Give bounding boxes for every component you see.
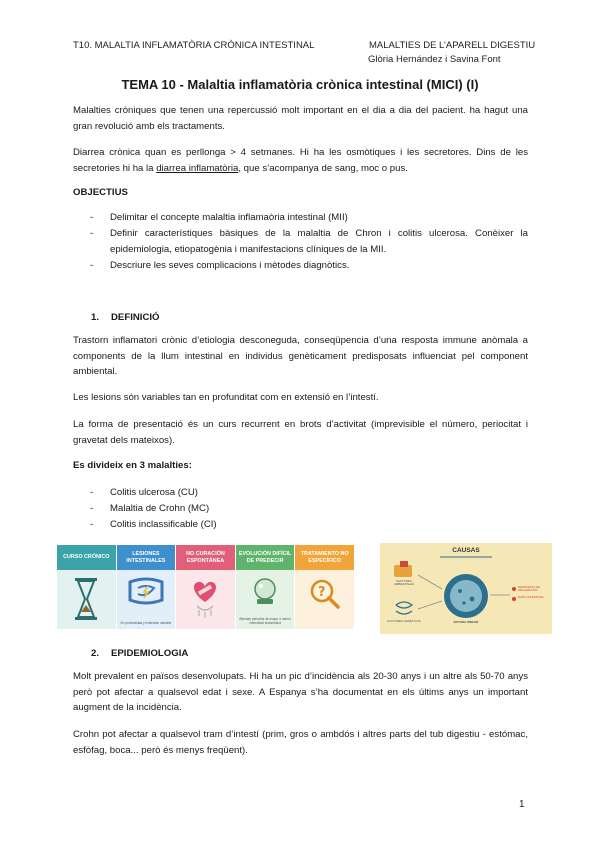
tile-tratamiento (295, 545, 355, 629)
tile-illustration (295, 570, 354, 629)
bullet-dash: - (90, 519, 94, 530)
tile-curso-cronico (57, 545, 117, 629)
epidemiology-paragraph-2: Crohn pot afectar a qualsevol tram d’intestí (prim, gros o ambdós i altres parts del tub digestiu - estómac, esfòfag, boca... però és menys freqüent). (73, 729, 528, 756)
tile-illustration (176, 570, 235, 629)
sistema-inmune-label: SISTEMA INMUNE (453, 620, 479, 624)
intro-text-a: Diarrea crònica quan es perllonga > 4 setmanes. Hi ha les osmòtiques i les secretores. Dins de les secretories hi ha la (73, 147, 528, 174)
definition-paragraph-2: Les lesions són variables tan en profunditat com en extensió en l’intestí. (73, 392, 379, 403)
characteristics-infographic (57, 545, 355, 629)
intro-paragraph-1: Malalties cròniques que tenen una repercussió molt important en el dia a dia del pacient. ha hagut una gran revolució amb els tractaments. (73, 105, 528, 132)
factor-geneticos-label: FACTORES GENÉTICOS (387, 619, 421, 623)
tile-label: EVOLUCIÓN DIFÍCIL DE PREDECIR (236, 545, 295, 570)
tile-caption: Alternan periodos de mayor o menor intensidad sintomática (239, 617, 291, 626)
section-1-heading (73, 312, 160, 323)
bullet-dash: - (90, 503, 94, 514)
bullet-dash: - (90, 228, 94, 239)
disease-text: Malaltia de Crohn (MC) (110, 503, 210, 514)
section-number: 2. (91, 648, 100, 659)
bullet-dash: - (90, 260, 94, 271)
causes-title: CAUSAS (452, 547, 480, 554)
objective-item (90, 210, 528, 226)
tile-label: TRATAMIENTO NO ESPECÍFICO (295, 545, 354, 570)
bullet-dash: - (90, 487, 94, 498)
tile-illustration (57, 570, 116, 629)
objective-item (90, 226, 528, 257)
bullet-dash: - (90, 212, 94, 223)
objective-text: Definir característiques bàsiques de la malaltia de Chron i colitis ulcerosa. Conèixer la epidemiologia, etiopatogènia i manifestacions clíniques de la MII. (110, 228, 528, 255)
header-left: T10. MALALTIA INFLAMATÒRIA CRÒNICA INTESTINAL (73, 40, 315, 51)
epidemiology-paragraph-1: Molt prevalent en països desenvolupats. Hi ha un pic d’incidència als 20-30 anys i un altre als 50-70 anys però pot afectar a qualsevol edat i sexe. A Espanya s’ha documentat en els últims anys un important augment de la incidència. (73, 671, 528, 714)
bandaged-heart-icon (185, 576, 225, 620)
objective-item (90, 258, 528, 274)
tile-label: LESIONES INTESTINALES (117, 545, 176, 570)
diarrea-inflamatoria-link: diarrea inflamatòria (156, 162, 239, 174)
intestine-icon (126, 576, 166, 606)
tile-lesiones (117, 545, 177, 629)
objectius-heading: OBJECTIUS (73, 187, 128, 198)
factor-ambientales-label: FACTORES AMBIENTALES (393, 579, 415, 587)
svg-text:?: ? (317, 585, 326, 600)
disease-item (90, 517, 528, 533)
causes-infographic (380, 543, 552, 634)
header-authors: Glòria Hernández i Savina Font (368, 54, 501, 65)
disease-text: Colitis ulcerosa (CU) (110, 487, 198, 498)
section-title: DEFINICIÓ (111, 312, 160, 323)
tile-illustration (117, 570, 176, 629)
tile-no-curacion (176, 545, 236, 629)
tile-evolucion (236, 545, 296, 629)
section-2-heading (73, 648, 188, 659)
page-number: 1 (519, 799, 525, 810)
definition-paragraph-4: Es divideix en 3 malalties: (73, 460, 192, 471)
question-magnifier-icon (305, 576, 345, 612)
objective-text: Descriure les seves complicacions i mètodes diagnòtics. (110, 260, 350, 271)
section-title: EPIDEMIOLOGIA (111, 648, 189, 659)
tile-label: CURSO CRÓNICO (57, 545, 116, 570)
tile-caption: En profundidad y extensión variable (120, 621, 172, 626)
disease-item (90, 501, 528, 517)
objective-text: Delimitar el concepte malaltia inflamaòria intestinal (MII) (110, 212, 348, 223)
intro-text-b: , que s’acompanya de sang, moc o pus. (238, 162, 408, 174)
definition-paragraph-3: La forma de presentació és un curs recurrent en brots d’activitat (imprevisible el número, periocitat i gravetat dels mateixos). (73, 419, 528, 446)
intro-paragraph-2 (73, 145, 528, 176)
crystal-ball-icon (245, 576, 285, 606)
header-right: MALALTIES DE L’APARELL DIGESTIU (369, 40, 536, 51)
tile-label: NO CURACIÓN ESPONTÁNEA (176, 545, 235, 570)
disease-text: Colitis inclassificable (CI) (110, 519, 217, 530)
disease-item (90, 485, 528, 501)
page-title: TEMA 10 - Malaltia inflamatòria crònica intestinal (MICI) (I) (121, 77, 479, 92)
inflamacion-label: RESPUESTA DE INFLAMACIÓN (518, 585, 540, 593)
section-number: 1. (91, 312, 100, 323)
definition-paragraph-1: Trastorn inflamatori crònic d’etiologia desconeguda, conseqüpencia d’una resposta immune anòmala a components de la llum intestinal en individus genèticament predisposats influenciat pel component ambiental. (73, 335, 528, 378)
dano-intestinal-label: DAÑO INTESTINAL (518, 595, 544, 599)
hourglass-icon (71, 576, 101, 622)
